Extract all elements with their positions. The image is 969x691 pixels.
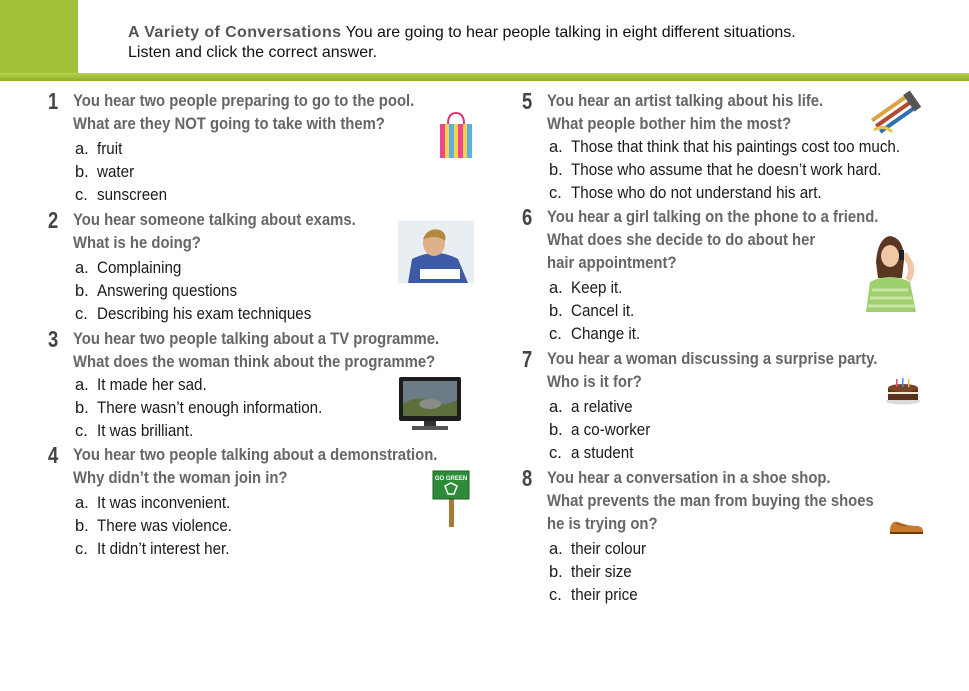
question-number: 7 [522, 346, 533, 372]
television-icon [398, 376, 462, 432]
question-stem: You hear a woman discussing a surprise party. Who is it for? [547, 350, 878, 391]
question-number: 6 [522, 204, 533, 230]
answer-option-b[interactable]: b. Cancel it. [549, 302, 635, 320]
question-4 [48, 442, 478, 561]
answer-option-c[interactable]: c. It didn’t interest her. [75, 540, 230, 558]
question-stem: You hear an artist talking about his life. What people bother him the most? [547, 92, 824, 133]
answer-option-b[interactable]: b. There was violence. [75, 517, 233, 535]
question-stem: You hear two people preparing to go to the pool. What are they NOT going to take with them? [73, 92, 415, 133]
birthday-cake-icon [885, 375, 921, 405]
instructions-line-2: Listen and click the correct answer. [128, 44, 378, 61]
instructions-line-1: You are going to hear people talking in eight different situations. [345, 24, 796, 41]
answer-option-c[interactable]: c. their price [549, 586, 638, 604]
answer-option-b[interactable]: b. There wasn’t enough information. [75, 399, 323, 417]
question-1 [48, 88, 452, 207]
answer-option-b[interactable]: b. water [75, 163, 135, 181]
protest-sign-icon [432, 470, 472, 528]
answer-option-a[interactable]: a. Those that think that his paintings cost too much. [549, 138, 901, 156]
header-divider [0, 73, 969, 81]
instructions [128, 23, 948, 63]
question-number: 1 [48, 88, 59, 114]
shoe-icon [888, 516, 924, 536]
question-7 [522, 346, 914, 465]
answer-option-a[interactable]: a. their colour [549, 540, 647, 558]
answer-option-a[interactable]: a. Keep it. [549, 279, 623, 297]
sign-text: GO GREEN [434, 476, 468, 482]
answer-option-a[interactable]: a. a relative [549, 398, 633, 416]
answer-option-c[interactable]: c. Change it. [549, 325, 641, 343]
girl-on-phone-icon [858, 230, 922, 312]
header-accent-block [0, 0, 78, 73]
answer-option-b[interactable]: b. Those who assume that he doesn’t work hard. [549, 161, 882, 179]
question-stem: You hear someone talking about exams. What is he doing? [73, 211, 356, 252]
question-stem: You hear two people talking about a TV programme. What does the woman think about the programme? [73, 330, 440, 371]
question-2 [48, 207, 387, 326]
question-number: 3 [48, 326, 59, 352]
question-number: 4 [48, 442, 59, 468]
answer-option-b[interactable]: b. Answering questions [75, 282, 238, 300]
answer-option-c[interactable]: c. Describing his exam techniques [75, 305, 312, 323]
student-studying-icon [398, 221, 474, 283]
question-number: 8 [522, 465, 533, 491]
question-number: 2 [48, 207, 59, 233]
question-stem: You hear two people talking about a demonstration. Why didn’t the woman join in? [73, 446, 438, 487]
paintbrushes-icon [868, 90, 922, 136]
question-8 [522, 465, 910, 607]
shopping-bag-icon [436, 110, 476, 160]
question-stem: You hear a girl talking on the phone to a friend. What does she decide to do about her hair appointment? [547, 208, 879, 272]
answer-option-b[interactable]: b. their size [549, 563, 632, 581]
answer-option-c[interactable]: c. sunscreen [75, 186, 168, 204]
answer-option-b[interactable]: b. a co-worker [549, 421, 651, 439]
answer-option-a[interactable]: a. It made her sad. [75, 376, 207, 394]
activity-title: A Variety of Conversations [128, 24, 342, 41]
question-number: 5 [522, 88, 533, 114]
answer-option-a[interactable]: a. It was inconvenient. [75, 494, 231, 512]
answer-option-c[interactable]: c. It was brilliant. [75, 422, 194, 440]
answer-option-c[interactable]: c. a student [549, 444, 634, 462]
answer-option-c[interactable]: c. Those who do not understand his art. [549, 184, 822, 202]
answer-option-a[interactable]: a. fruit [75, 140, 123, 158]
question-stem: You hear a conversation in a shoe shop. What prevents the man from buying the shoes he is trying on? [547, 469, 874, 533]
answer-option-a[interactable]: a. Complaining [75, 259, 182, 277]
